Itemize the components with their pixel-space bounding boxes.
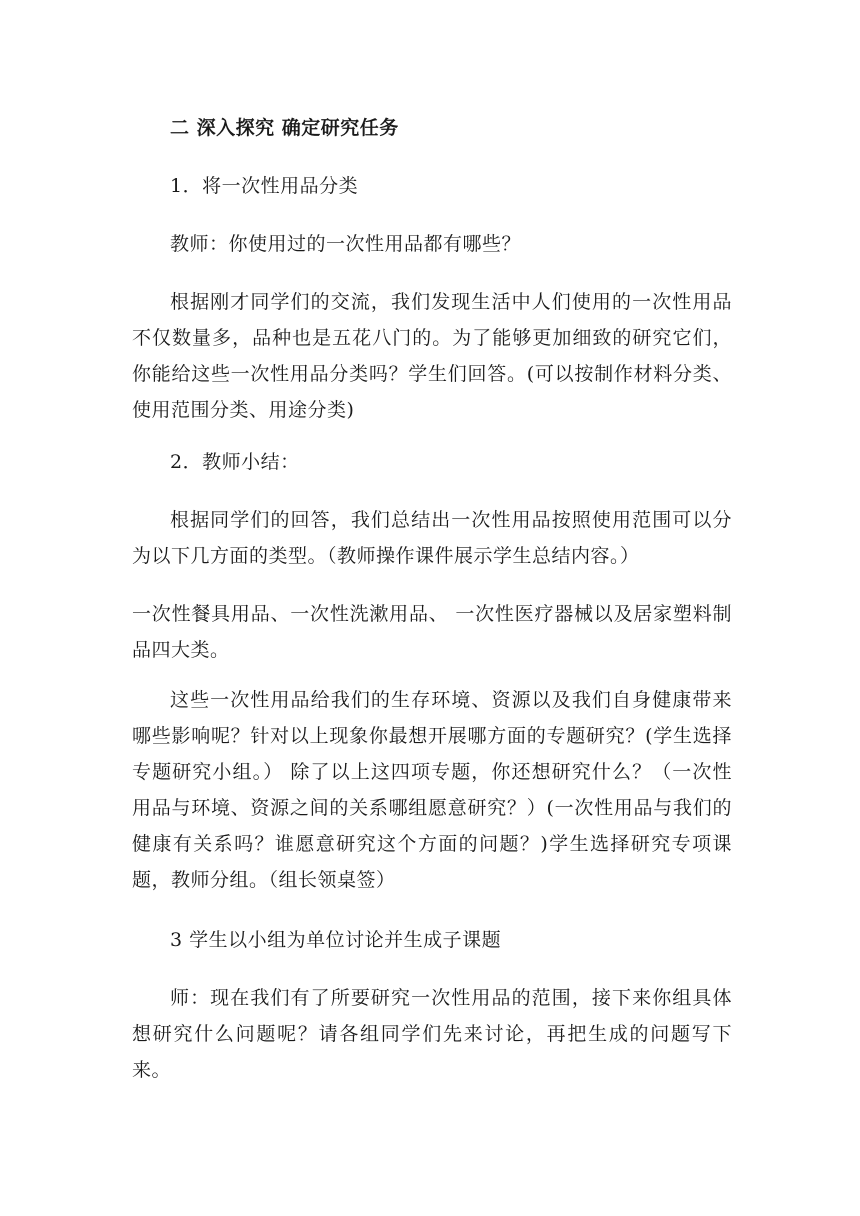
section-heading: 二 深入探究 确定研究任务 [170, 117, 399, 139]
item-1-title: 1．将一次性用品分类 [170, 175, 359, 197]
item-2-title: 2．教师小结： [170, 451, 300, 473]
item-3-title: 3 学生以小组为单位讨论并生成子课题 [170, 929, 502, 951]
teacher-question: 教师：你使用过的一次性用品都有哪些？ [170, 233, 522, 255]
paragraph-categories: 一次性餐具用品、一次性洗漱用品、 一次性医疗器械以及居家塑料制品四大类。 [132, 603, 732, 661]
paragraph-classification: 根据刚才同学们的交流，我们发现生活中人们使用的一次性用品不仅数量多，品种也是五花八门的。为了能够更加细致的研究它们，你能给这些一次性用品分类吗？学生们回答。(可以按制作材料分类、使用范围分类、用途分类) [132, 291, 732, 421]
paragraph-impact: 这些一次性用品给我们的生存环境、资源以及我们自身健康带来哪些影响呢？针对以上现象你最想开展哪方面的专题研究？(学生选择专题研究小组。） 除了以上这四项专题，你还想研究什么？（一次性用品与环境、资源之间的关系哪组愿意研究？）(一次性用品与我们的健康有关系吗？谁愿意研究这个方面的问题？)学生选择研究专项课题，教师分组。（组长领桌签） [132, 689, 732, 891]
paragraph-teacher-instruction: 师：现在我们有了所要研究一次性用品的范围，接下来你组具体想研究什么问题呢？请各组同学们先来讨论，再把生成的问题写下来。 [132, 987, 732, 1081]
paragraph-summary: 根据同学们的回答，我们总结出一次性用品按照使用范围可以分为以下几方面的类型。（教师操作课件展示学生总结内容。） [132, 509, 732, 567]
